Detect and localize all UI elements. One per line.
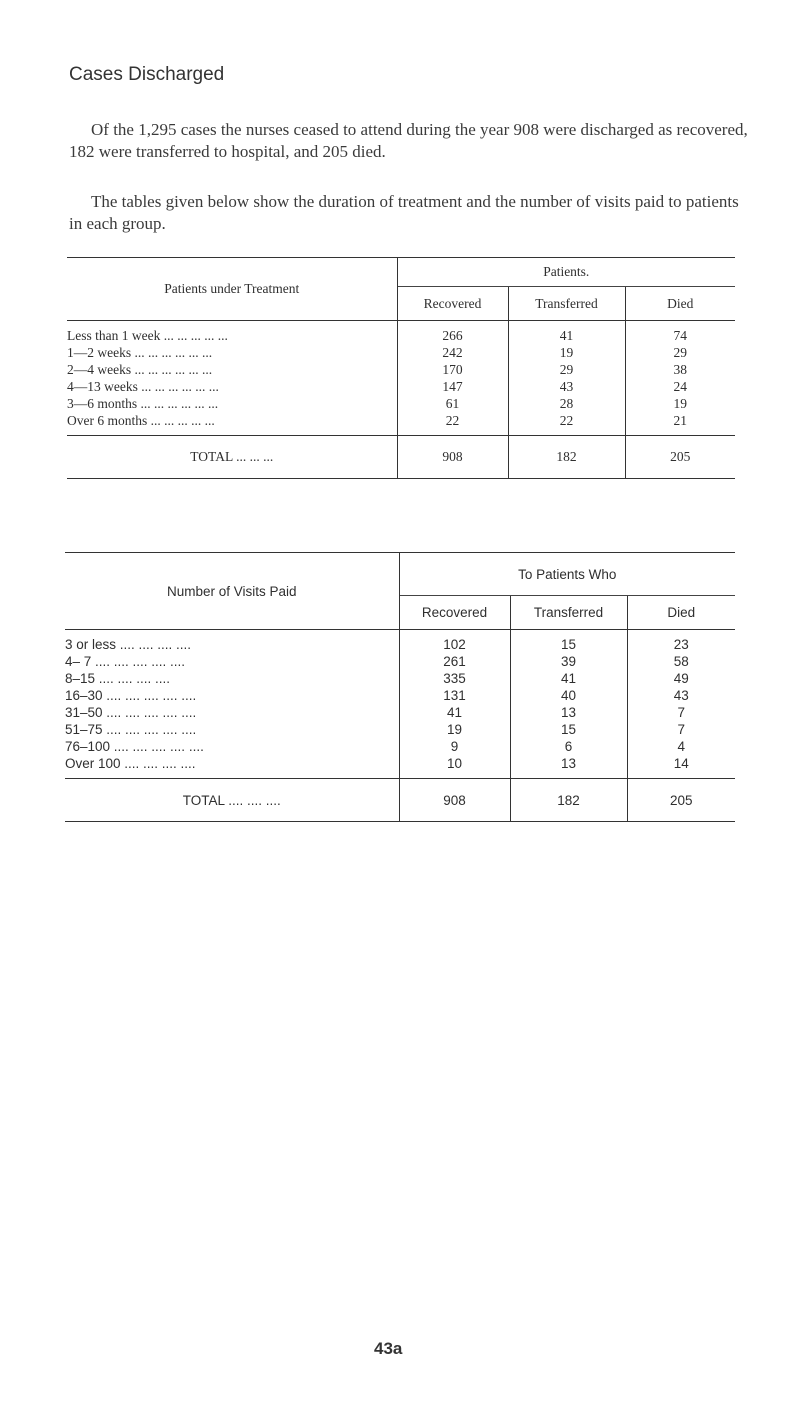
table-cell: 14	[673, 756, 689, 771]
table2-col-recovered: Recovered	[399, 596, 510, 630]
table-cell: 40	[510, 687, 627, 704]
table2-col-transferred: Transferred	[510, 596, 627, 630]
table-cell: 61	[397, 395, 508, 412]
table-cell: 13	[510, 704, 627, 721]
table-cell: 43	[673, 688, 689, 703]
table-cell: 15	[510, 721, 627, 738]
intro-paragraph: Of the 1,295 cases the nurses ceased to attend during the year 908 were discharged as recovered, 182 were transferred to hospital, and 205 died.	[69, 120, 748, 161]
page-heading: Cases Discharged	[69, 64, 225, 85]
table-cell: 23	[627, 630, 735, 654]
table1-col-transferred: Transferred	[508, 287, 625, 321]
table-cell: 131	[399, 687, 510, 704]
table-cell: 24	[673, 378, 687, 394]
table-row-label: 4—13 weeks ... ... ... ... ... ...	[67, 378, 397, 395]
table2-col-died: Died	[667, 605, 696, 620]
table-cell: 41	[510, 670, 627, 687]
table-cell: 266	[397, 321, 508, 345]
table-cell: 39	[510, 653, 627, 670]
table-cell: 9	[399, 738, 510, 755]
table-cell: 49	[673, 671, 689, 686]
table-cell: 170	[397, 361, 508, 378]
table2-total-label: TOTAL .... .... ....	[65, 779, 399, 822]
visits-paid-table	[65, 552, 735, 822]
table-cell: 335	[399, 670, 510, 687]
table-cell: 242	[397, 344, 508, 361]
table-row-label: Over 6 months ... ... ... ... ...	[67, 412, 397, 436]
table-cell: 19	[673, 395, 687, 411]
table1-total-transferred: 182	[508, 436, 625, 479]
table-cell: 7	[677, 722, 685, 737]
page-number: 43a	[374, 1339, 403, 1358]
table-row-label: 16–30 .... .... .... .... ....	[65, 687, 399, 704]
table-row-label: 31–50 .... .... .... .... ....	[65, 704, 399, 721]
table-cell: 22	[397, 412, 508, 436]
table2-corner-header: Number of Visits Paid	[65, 553, 399, 630]
table-cell: 10	[399, 755, 510, 779]
table1-col-died: Died	[667, 295, 694, 311]
table-cell: 4	[677, 739, 685, 754]
table-cell: 29	[508, 361, 625, 378]
table2-total-transferred: 182	[510, 779, 627, 822]
table-row-label: 3 or less .... .... .... ....	[65, 630, 399, 654]
table-row-label: 2—4 weeks ... ... ... ... ... ...	[67, 361, 397, 378]
table-row-label: 1—2 weeks ... ... ... ... ... ...	[67, 344, 397, 361]
table-row-label: 4– 7 .... .... .... .... ....	[65, 653, 399, 670]
table-cell: 147	[397, 378, 508, 395]
table-cell: 41	[508, 321, 625, 345]
table1-col-recovered: Recovered	[397, 287, 508, 321]
tables-description-paragraph: The tables given below show the duration of treatment and the number of visits paid to patients in each group.	[69, 192, 739, 233]
table2-group-header: To Patients Who	[399, 553, 735, 596]
table-cell: 21	[673, 412, 687, 428]
table2-total-died: 205	[627, 779, 735, 822]
treatment-duration-table	[67, 257, 735, 479]
table-cell: 38	[673, 361, 687, 377]
table-row-label: 8–15 .... .... .... ....	[65, 670, 399, 687]
table-cell: 22	[508, 412, 625, 436]
table-cell: 261	[399, 653, 510, 670]
table-cell: 102	[399, 630, 510, 654]
table-cell: 41	[399, 704, 510, 721]
table-cell: 13	[510, 755, 627, 779]
table1-total-died: 205	[625, 436, 735, 479]
table-cell: 19	[508, 344, 625, 361]
table-row-label: 3—6 months ... ... ... ... ... ...	[67, 395, 397, 412]
table-cell: 43	[508, 378, 625, 395]
table2-total-recovered: 908	[399, 779, 510, 822]
table1-total-recovered: 908	[397, 436, 508, 479]
table-row-label: Over 100 .... .... .... ....	[65, 755, 399, 779]
table-cell: 6	[510, 738, 627, 755]
table-row-label: 51–75 .... .... .... .... ....	[65, 721, 399, 738]
table1-total-label: TOTAL ... ... ...	[67, 436, 397, 479]
table1-group-header: Patients.	[397, 258, 735, 287]
table1-corner-header: Patients under Treatment	[67, 258, 397, 321]
table-cell: 28	[508, 395, 625, 412]
table-row-label: 76–100 .... .... .... .... ....	[65, 738, 399, 755]
table-cell: 19	[399, 721, 510, 738]
table-cell: 7	[677, 705, 685, 720]
table-cell: 58	[673, 654, 689, 669]
table-cell: 29	[673, 344, 687, 360]
table-row-label: Less than 1 week ... ... ... ... ...	[67, 321, 397, 345]
table-cell: 15	[510, 630, 627, 654]
table-cell: 74	[625, 321, 735, 345]
